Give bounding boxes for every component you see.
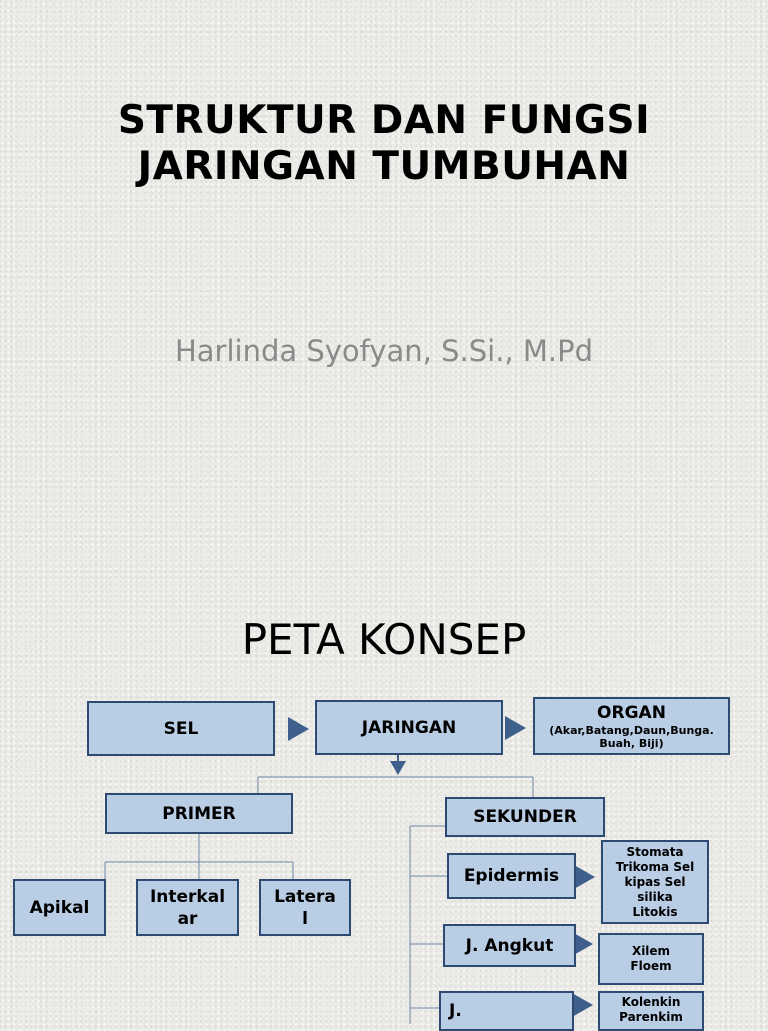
node-j-third-label: J. xyxy=(449,1001,462,1021)
author-name: Harlinda Syofyan, S.Si., M.Pd xyxy=(174,334,594,368)
node-sel xyxy=(87,701,275,756)
node-epidermis-detail xyxy=(601,840,709,924)
node-organ-label: ORGAN xyxy=(597,703,666,723)
node-epidermis xyxy=(447,853,576,899)
node-j-third xyxy=(439,991,574,1031)
node-primer xyxy=(105,793,293,834)
concept-map-heading: PETA KONSEP xyxy=(241,615,527,664)
node-sekunder xyxy=(445,797,605,837)
title-line-2: JARINGAN TUMBUHAN xyxy=(137,144,631,189)
node-epidermis-detail-text: Stomata Trikoma Sel kipas Sel silika Litokis xyxy=(615,844,695,919)
node-j-third-detail xyxy=(598,991,704,1031)
node-lateral-label: Latera l xyxy=(274,886,336,929)
title-line-1: STRUKTUR DAN FUNGSI xyxy=(117,98,651,143)
node-apikal-label: Apikal xyxy=(29,897,90,918)
node-epidermis-label: Epidermis xyxy=(463,866,560,886)
node-organ xyxy=(533,697,730,755)
node-interkalar-label: Interkal ar xyxy=(149,886,226,929)
node-primer-label: PRIMER xyxy=(162,803,236,824)
node-organ-detail: (Akar,Batang,Daun,Bunga. Buah, Biji) xyxy=(549,724,714,750)
node-j-angkut xyxy=(443,924,576,967)
node-lateral xyxy=(259,879,351,936)
node-j-angkut-detail xyxy=(598,933,704,985)
node-j-third-detail-text: Kolenkin Parenkim xyxy=(619,995,683,1024)
node-sekunder-label: SEKUNDER xyxy=(473,807,577,827)
node-j-angkut-detail-text: Xilem Floem xyxy=(630,944,672,973)
node-sel-label: SEL xyxy=(163,718,199,739)
node-jaringan xyxy=(315,700,503,755)
node-jaringan-label: JARINGAN xyxy=(361,717,457,738)
node-apikal xyxy=(13,879,106,936)
node-interkalar xyxy=(136,879,239,936)
node-j-angkut-label: J. Angkut xyxy=(465,935,554,956)
